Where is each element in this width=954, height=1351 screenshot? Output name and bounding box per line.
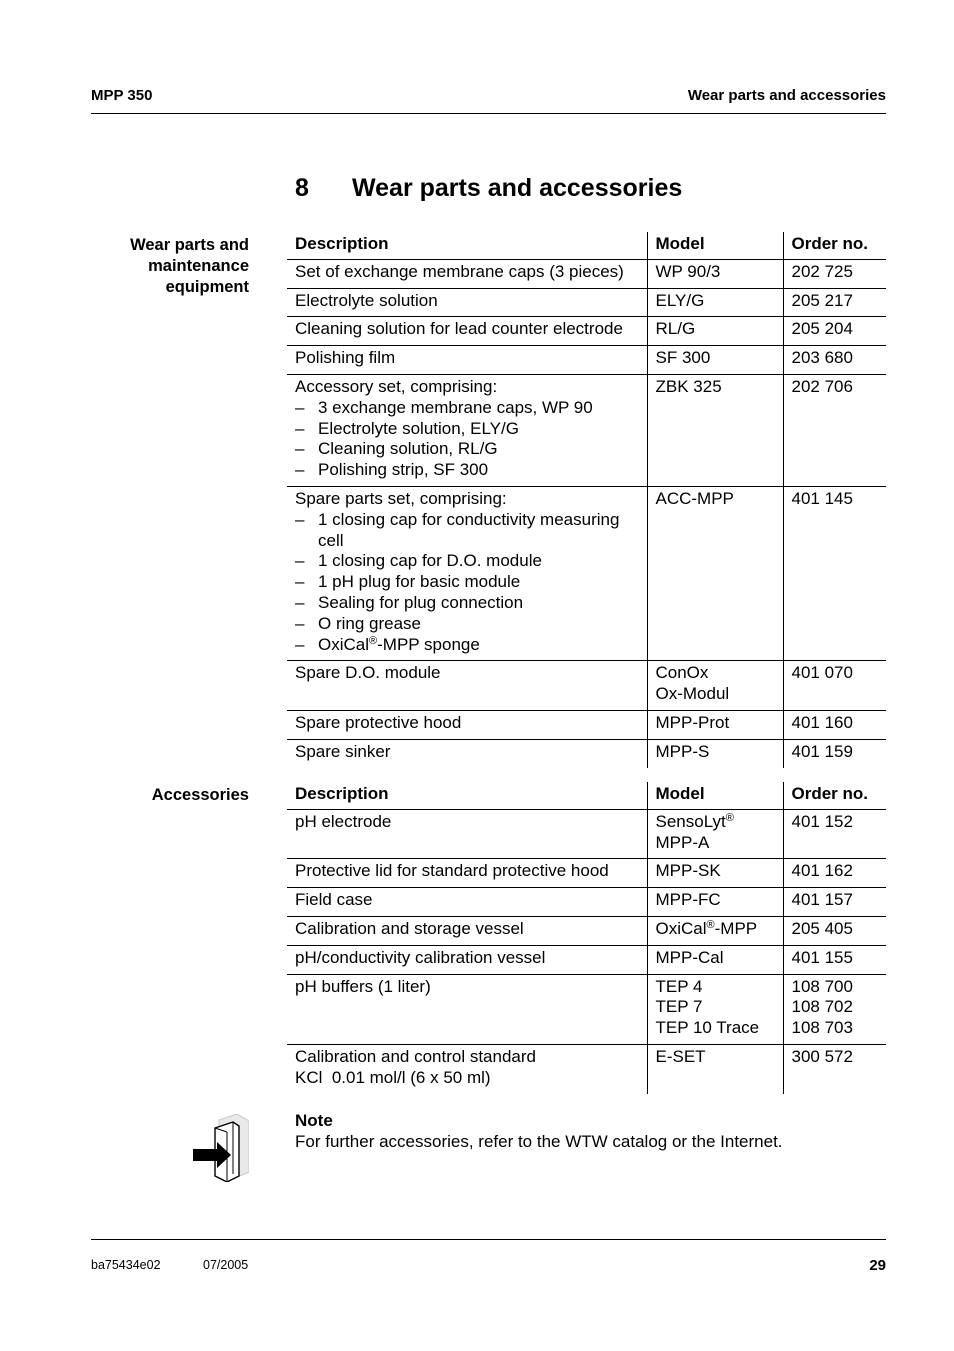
list-item: – 1 pH plug for basic module bbox=[295, 572, 521, 592]
cell-description: Calibration and storage vessel bbox=[287, 916, 647, 945]
column-header-order-no: Order no. bbox=[783, 782, 886, 809]
list-item: – OxiCal®-MPP sponge bbox=[295, 634, 480, 654]
table-row bbox=[287, 374, 886, 486]
wear-parts-table bbox=[287, 232, 886, 768]
cell-description: pH/conductivity calibration vessel bbox=[287, 945, 647, 974]
cell-order-no: 202 706 bbox=[783, 374, 886, 486]
list-item: – O ring grease bbox=[295, 613, 421, 633]
column-header-description: Description bbox=[295, 784, 389, 803]
column-header-model: Model bbox=[647, 232, 783, 259]
table-header-row bbox=[287, 782, 886, 809]
table-row bbox=[287, 974, 886, 1044]
cell-model: TEP 4 TEP 7 TEP 10 Trace bbox=[647, 974, 783, 1044]
cell-description: Electrolyte solution bbox=[287, 288, 647, 317]
cell-model: MPP-Prot bbox=[647, 710, 783, 739]
list-item: – 1 closing cap for D.O. module bbox=[295, 551, 542, 571]
section-label-wear-parts: Wear parts and maintenance equipment bbox=[130, 236, 249, 296]
cell-description: Calibration and control standard KCl 0.01 mol/l (6 x 50 ml) bbox=[287, 1044, 647, 1093]
cell-model: WP 90/3 bbox=[647, 259, 783, 288]
cell-model: SF 300 bbox=[647, 346, 783, 375]
header-section-title: Wear parts and accessories bbox=[687, 87, 886, 104]
list-item: – Polishing strip, SF 300 bbox=[295, 460, 489, 480]
cell-order-no: 205 405 bbox=[783, 916, 886, 945]
cell-model: MPP-FC bbox=[647, 888, 783, 917]
cell-order-no: 401 152 bbox=[783, 809, 886, 859]
table-row bbox=[287, 888, 886, 917]
cell-model: ZBK 325 bbox=[647, 374, 783, 486]
table-row bbox=[287, 661, 886, 711]
cell-order-no: 202 725 bbox=[783, 259, 886, 288]
manual-reference-icon bbox=[193, 1114, 249, 1182]
note-box bbox=[295, 1110, 783, 1152]
cell-order-no: 205 204 bbox=[783, 317, 886, 346]
cell-order-no: 401 070 bbox=[783, 661, 886, 711]
cell-description: Spare sinker bbox=[287, 739, 647, 767]
table-row bbox=[287, 486, 886, 660]
cell-model: SensoLyt® MPP-A bbox=[647, 809, 783, 859]
cell-description: Spare parts set, comprising: – 1 closing cap for conductivity measuring cell – 1 closing cap for D.O. module – 1 pH plug for basic module – Sealing for plug connection – O ring grease – OxiCal®-MPP sponge bbox=[287, 486, 647, 660]
table-header-row bbox=[287, 232, 886, 259]
footer-rule bbox=[91, 1239, 886, 1240]
cell-order-no: 300 572 bbox=[783, 1044, 886, 1093]
cell-model: RL/G bbox=[647, 317, 783, 346]
table-row bbox=[287, 945, 886, 974]
cell-model: ELY/G bbox=[647, 288, 783, 317]
cell-order-no: 108 700 108 702 108 703 bbox=[783, 974, 886, 1044]
cell-model: MPP-S bbox=[647, 739, 783, 767]
cell-description: pH buffers (1 liter) bbox=[287, 974, 647, 1044]
cell-order-no: 401 145 bbox=[783, 486, 886, 660]
cell-model: ACC-MPP bbox=[647, 486, 783, 660]
column-header-order-no: Order no. bbox=[783, 232, 886, 259]
cell-model: OxiCal®-MPP bbox=[647, 916, 783, 945]
list-item: – Cleaning solution, RL/G bbox=[295, 439, 498, 459]
cell-order-no: 205 217 bbox=[783, 288, 886, 317]
cell-description: Cleaning solution for lead counter electrode bbox=[287, 317, 647, 346]
table-row bbox=[287, 710, 886, 739]
cell-description: Field case bbox=[287, 888, 647, 917]
cell-model: E-SET bbox=[647, 1044, 783, 1093]
table-row bbox=[287, 859, 886, 888]
cell-description: Protective lid for standard protective hood bbox=[287, 859, 647, 888]
table-row bbox=[287, 288, 886, 317]
chapter-heading bbox=[295, 174, 682, 203]
column-header-description: Description bbox=[295, 234, 389, 253]
header-rule bbox=[91, 113, 886, 114]
table-row bbox=[287, 346, 886, 375]
footer-document-id: ba75434e02 bbox=[91, 1258, 161, 1272]
cell-model: MPP-Cal bbox=[647, 945, 783, 974]
cell-model: ConOx Ox-Modul bbox=[647, 661, 783, 711]
accessories-table bbox=[287, 782, 886, 1094]
cell-description: Accessory set, comprising: – 3 exchange membrane caps, WP 90 – Electrolyte solution, ELY/G – Cleaning solution, RL/G – Polishing strip, SF 300 bbox=[287, 374, 647, 486]
column-header-model: Model bbox=[647, 782, 783, 809]
cell-order-no: 401 159 bbox=[783, 739, 886, 767]
section-label-accessories: Accessories bbox=[151, 786, 249, 804]
cell-order-no: 401 157 bbox=[783, 888, 886, 917]
cell-description: Spare D.O. module bbox=[287, 661, 647, 711]
table-row bbox=[287, 1044, 886, 1093]
table-row bbox=[287, 739, 886, 767]
table-row bbox=[287, 809, 886, 859]
note-text: For further accessories, refer to the WTW catalog or the Internet. bbox=[295, 1132, 783, 1151]
list-item: – Sealing for plug connection bbox=[295, 592, 524, 612]
cell-order-no: 203 680 bbox=[783, 346, 886, 375]
list-item: – 1 closing cap for conductivity measuring cell bbox=[295, 509, 620, 550]
note-title: Note bbox=[295, 1111, 333, 1130]
cell-order-no: 401 160 bbox=[783, 710, 886, 739]
footer-date: 07/2005 bbox=[203, 1258, 249, 1272]
table-row bbox=[287, 317, 886, 346]
cell-description: Set of exchange membrane caps (3 pieces) bbox=[287, 259, 647, 288]
header-product: MPP 350 bbox=[91, 87, 153, 104]
cell-order-no: 401 162 bbox=[783, 859, 886, 888]
page-number: 29 bbox=[869, 1257, 886, 1274]
list-item: – 3 exchange membrane caps, WP 90 bbox=[295, 397, 593, 417]
chapter-title: Wear parts and accessories bbox=[352, 174, 683, 202]
list-item: – Electrolyte solution, ELY/G bbox=[295, 418, 519, 438]
cell-order-no: 401 155 bbox=[783, 945, 886, 974]
cell-description: Spare protective hood bbox=[287, 710, 647, 739]
chapter-number: 8 bbox=[295, 174, 309, 202]
table-row bbox=[287, 259, 886, 288]
table-row bbox=[287, 916, 886, 945]
cell-model: MPP-SK bbox=[647, 859, 783, 888]
cell-description: pH electrode bbox=[287, 809, 647, 859]
cell-description: Polishing film bbox=[287, 346, 647, 375]
